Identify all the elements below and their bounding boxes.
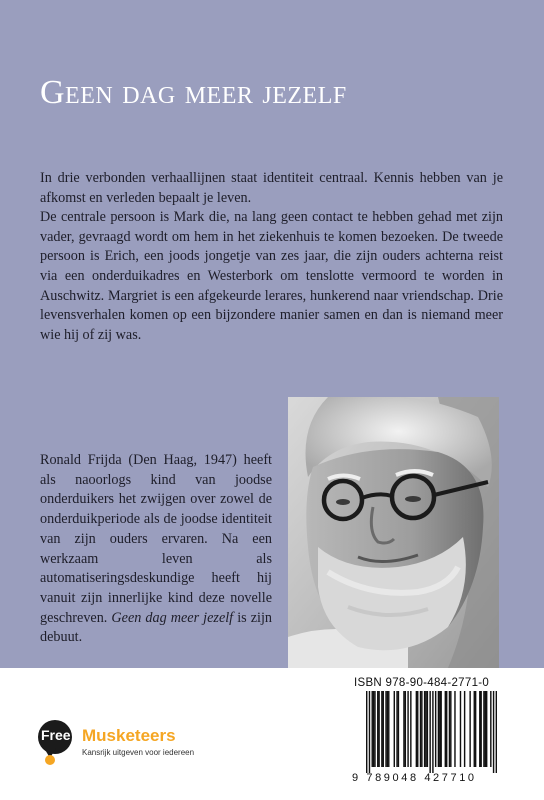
barcode-bar bbox=[483, 691, 484, 767]
barcode-bar bbox=[369, 691, 370, 773]
barcode-bar bbox=[383, 691, 384, 767]
barcode-bar bbox=[446, 691, 447, 767]
barcode-bar bbox=[440, 691, 441, 767]
dot-icon bbox=[45, 755, 55, 765]
barcode-bar bbox=[417, 691, 418, 767]
barcode-bar bbox=[450, 691, 451, 767]
barcode-bar bbox=[438, 691, 439, 767]
barcode-bar bbox=[385, 691, 386, 767]
author-bio bbox=[40, 451, 272, 648]
author-bio-end: is zijn debuut. bbox=[40, 609, 272, 646]
barcode-bar bbox=[388, 691, 389, 767]
isbn-block bbox=[352, 677, 499, 789]
barcode-bar bbox=[372, 691, 373, 767]
barcode-bar bbox=[427, 691, 428, 767]
isbn-label: ISBN 978-90-484-2771-0 bbox=[354, 677, 490, 689]
barcode-bar bbox=[493, 691, 494, 773]
publisher-name: Musketeers bbox=[82, 726, 176, 745]
barcode-bar bbox=[381, 691, 382, 767]
barcode-bar bbox=[449, 691, 450, 767]
barcode-bar bbox=[425, 691, 426, 767]
barcode-bar bbox=[410, 691, 411, 767]
barcode-bar bbox=[421, 691, 422, 767]
barcode-bar bbox=[394, 691, 395, 767]
publisher-tagline: Kansrijk uitgeven voor iedereen bbox=[82, 748, 195, 757]
author-bio-book-title: Geen dag meer jezelf bbox=[111, 609, 234, 626]
barcode-bar bbox=[424, 691, 425, 767]
barcode-bar bbox=[373, 691, 374, 767]
barcode-digits: 9 789048 427710 bbox=[352, 772, 477, 784]
barcode-bar bbox=[490, 691, 491, 767]
barcode-bar bbox=[420, 691, 421, 767]
barcode-bar bbox=[460, 691, 461, 767]
barcode-bar bbox=[439, 691, 440, 767]
blurb-paragraph-2: De centrale persoon is Mark die, na lang geen contact te hebben gehad met zijn vader, gevraagd wordt om hem in het ziekenhuis te komen bezoeken. De tweede persoon is Erich, een joods jongetje van zes jaar, die zijn ouders achterna reist via een onderduikadres en Westerbork om tenslotte vermoord te worden in Auschwitz. Margriet is een afgekeurde lerares, hunkerend naar vriendschap. Drie levensverhalen komen op een bijzondere manier samen en dan is niemand meer wie hij of zij was. bbox=[40, 209, 503, 343]
barcode-bar bbox=[377, 691, 378, 767]
barcode-bar bbox=[366, 691, 367, 773]
barcode-bar bbox=[445, 691, 446, 767]
barcode-bar bbox=[378, 691, 379, 767]
barcode-bar bbox=[474, 691, 475, 767]
barcode-bar bbox=[464, 691, 465, 767]
barcode-bar bbox=[387, 691, 388, 767]
author-photo bbox=[288, 397, 499, 668]
barcode-bar bbox=[480, 691, 481, 767]
barcode-bar bbox=[485, 691, 486, 767]
barcode-bar bbox=[469, 691, 470, 767]
author-bio-text: Ronald Frijda (Den Haag, 1947) heeft als naoorlogs kind van joodse onderduikers het zwijgen over zowel de onderduikperiode als de joodse identiteit van zijn ouders ervaren. Na een werkzaam leven als automatiseringsdeskundige heeft hij vanuit zijn innerlijke kind deze novelle geschreven. bbox=[40, 452, 272, 626]
barcode-bar bbox=[405, 691, 406, 767]
barcode-bar bbox=[475, 691, 476, 767]
barcode-bar bbox=[435, 691, 436, 767]
barcode-bar bbox=[496, 691, 497, 773]
publisher-logo-free: Free bbox=[41, 727, 71, 743]
author-portrait-illustration bbox=[288, 397, 499, 668]
book-title: Geen dag meer jezelf bbox=[40, 74, 347, 111]
barcode-bar bbox=[416, 691, 417, 767]
barcode-bar bbox=[454, 691, 455, 767]
barcode-bar bbox=[407, 691, 408, 767]
barcode-bar bbox=[374, 691, 375, 767]
barcode-icon bbox=[366, 691, 497, 773]
barcode-bar bbox=[398, 691, 399, 767]
publisher-logo bbox=[38, 720, 218, 770]
barcode-bar bbox=[486, 691, 487, 767]
blurb-paragraph-1: In drie verbonden verhaallijnen staat identiteit centraal. Kennis hebben van je afkomst en verleden bepaalt je leven. bbox=[40, 170, 503, 206]
blurb bbox=[40, 169, 503, 345]
barcode-bar bbox=[479, 691, 480, 767]
barcode-bar bbox=[429, 691, 430, 773]
barcode-bar bbox=[403, 691, 404, 767]
barcode-bar bbox=[396, 691, 397, 767]
barcode-bar bbox=[432, 691, 433, 773]
